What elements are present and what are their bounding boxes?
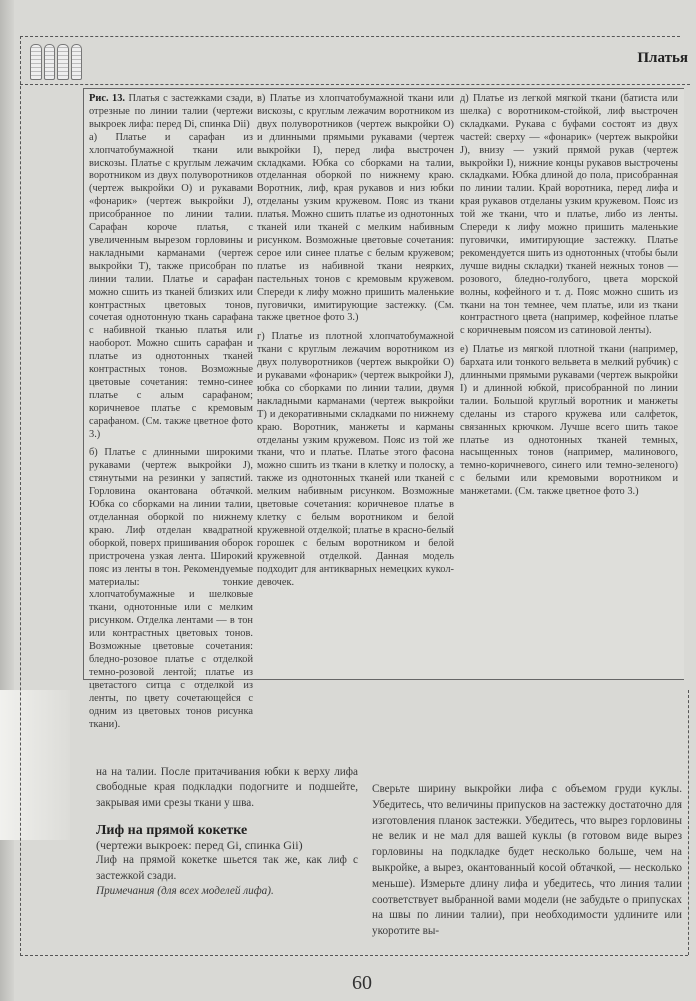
figure-caption: Платья с застежками сзади, отрезные по линии талии (чертежи выкроек лифа: перед Di, спинка Dii) — [89, 93, 253, 130]
header-top-rule — [20, 36, 680, 37]
body-column-left — [96, 765, 358, 899]
caption-column-1 — [89, 93, 253, 737]
figure-caption-box — [83, 88, 684, 730]
frame-right-rule — [688, 690, 689, 955]
paragraph: Сверьте ширину выкройки лифа с объемом груди куклы. Убедитесь, что величины припусков на застежку достаточно для изготовления планок застежки. Убедитесь, что вырез горловины не велик и не мал для вашей куклы (в готовом виде вырез горловины на подкладке будет несколько больше, чем на выкройке, а вырез, окантованный косой обтачкой, — несколько меньше). Измерьте длину лифа и убедитесь, что линия талии соответствует выбранной вами модели (не забудьте о припусках на швы по линии талии), при необходимости удлините или укоротите вы- — [372, 783, 682, 938]
header-bottom-rule — [20, 84, 690, 85]
notes-label: Примечания (для всех моделей лифа). — [96, 885, 274, 898]
caption-column-3 — [460, 93, 678, 505]
paragraph: д) Платье из легкой мягкой ткани (батиста или шелка) с воротником-стойкой, лиф выстрочен складками. Рукава с буфами состоят из двух частей: сверху — «фонарик» (чертеж выкройки J), внизу — узкий прямой рукав (чертеж выкройки I), нижние концы рукавов выстрочены складками. Юбка длиной до пола, присобранная по линии талии. Край воротника, перед лифа и края рукавов отделаны узким кружевом. Пояс из той же ткани, что и платье, либо из ленты. Спереди к лифу можно пришить маленькие пуговички, имитирующие застежку. Платье рекомендуется шить из однотонных (чтобы были лучше видны складки) тканей нежных тонов — розового, бледно-голубого, цвета морской волны, кофейного и т. д. Пояс можно сшить из ткани на тон темнее, чем платье, или из ткани контрастного цвета (например, кофейное платье с коричневым поясом из сатиновой ленты). — [460, 93, 678, 337]
dolls-logo-icon — [30, 42, 82, 80]
section-heading: Лиф на прямой кокетке — [96, 822, 248, 838]
paragraph: г) Платье из плотной хлопчатобумажной ткани с круглым лежачим воротником из двух полуворотников (чертеж выкройки O) и рукавами «фонарик» (чертеж выкройки J), юбка со сборками по линии талии, двумя накладными карманами (чертеж выкройки T) и декоративными складками по нижнему краю. Воротник, манжеты и карманы отделаны узким кружевом. Пояс из той же ткани, что и платье. Платье этого фасона можно сшить из ткани в клетку и полоску, а также из однотонных тканей или тканей с мелким набивным рисунком. Возможные цветовые сочетания: коричневое платье в клетку с белым воротником и белой кружевной отделкой; платье в красно-белый горошек с белым воротником и белой кружевной отделкой. Данная модель подходит для антикварных немецких кукол-девочек. — [257, 331, 454, 588]
body-column-right — [372, 782, 682, 940]
caption-column-2 — [257, 93, 454, 595]
paragraph: на на талии. После притачивания юбки к верху лифа свободные края подкладки подогните и подшейте, закрывая ими срезы ткани у шва. — [96, 766, 358, 809]
page-curl — [0, 690, 70, 840]
paragraph: Лиф на прямой кокетке шьется так же, как лиф с застежкой сзади. — [96, 854, 358, 882]
paragraph: в) Платье из хлопчатобумажной ткани или вискозы, с круглым лежачим воротником из двух полуворотников (чертеж выкройки O) и длинными прямыми рукавами (чертеж выкройки I), перед лифа выстрочен складками. Юбка со сборками на талии, отделанная оборкой по нижнему краю. Воротник, лиф, края рукавов и низ юбки отделаны узким кружевом. Пояс из ткани платья. Можно сшить платье из однотонных тканей или тканей с мелким набивным рисунком. Возможные цветовые сочетания: серое или синее платье с белым кружевом; платье из набивной ткани неярких, пастельных тонов с кремовым кружевом. Спереди к лифу можно пришить маленькие пуговички, имитирующие застежку. (См. также цветное фото 3.) — [257, 93, 454, 324]
page-number: 60 — [352, 972, 372, 994]
paragraph: а) Платье и сарафан из хлопчатобумажной ткани или вискозы. Платье с круглым лежачим воротником из двух полуворотников (чертеж выкройки O) и рукавами «фонарик» (чертеж выкройки J), присобранное по линии талии. Сарафан короче платья, с увеличенным вырезом горловины и накладными карманами (чертеж выкройки T), также присобран по линии талии. Платье и сарафан можно сшить из тканей близких или контрастных цветовых тонов, сочетая однотонную ткань сарафана с набивной тканью платья или наоборот. Можно сшить сарафан и платье из однотонных тканей контрастных тонов. Возможные цветовые сочетания: темно-синее платье с алым сарафаном; коричневое платье с кремовым сарафаном. (См. также цветное фото 3.) — [89, 131, 253, 440]
figure-label: Рис. 13. — [89, 93, 126, 104]
paragraph: б) Платье с длинными широкими рукавами (чертеж выкройки J), стянутыми на резинки у запястий. Горловина окантована обтачкой. Юбка со сборками на линии талии, отделанная оборкой по нижнему краю. Лиф отделан квадратной оборкой, поверх пришивания оборок пристрочена узкая лента. Широкий пояс из ленты в тон. Рекомендуемые материалы: тонкие хлопчатобумажные и шелковые ткани, однотонные или с мелким рисунком. Отделка лентами — в тон или контрастных цветовых тонов. Возможные цветовые сочетания: бледно-розовое платье с отделкой темно-розовой лентой; платье из цветастого ситца с отделкой из ленты, по цвету сочетающейся с одним из цветовых тонов рисунка ткани). — [89, 447, 253, 730]
frame-bottom-rule — [20, 955, 688, 956]
section-title: Платья — [637, 50, 688, 66]
subheading: (чертежи выкроек: перед Gi, спинка Gii) — [96, 838, 303, 853]
frame-left-rule — [20, 36, 21, 956]
page-edge — [0, 0, 14, 1001]
paragraph: е) Платье из мягкой плотной ткани (например, бархата или тонкого вельвета в мелкий рубчик) с длинными прямыми рукавами (чертеж выкройки I) и длинной юбкой, присобранной по линии талии. Большой круглый воротник и манжеты сделаны из старого кружева или салфеток, связанных крючком. Лучше всего шить такое платье из однотонных тканей темных, насыщенных тонов (например, малинового, темно-коричневого, синего или темно-зеленого) с белыми или кремовыми воротником и манжетами. (См. также цветное фото 3.) — [460, 344, 678, 498]
